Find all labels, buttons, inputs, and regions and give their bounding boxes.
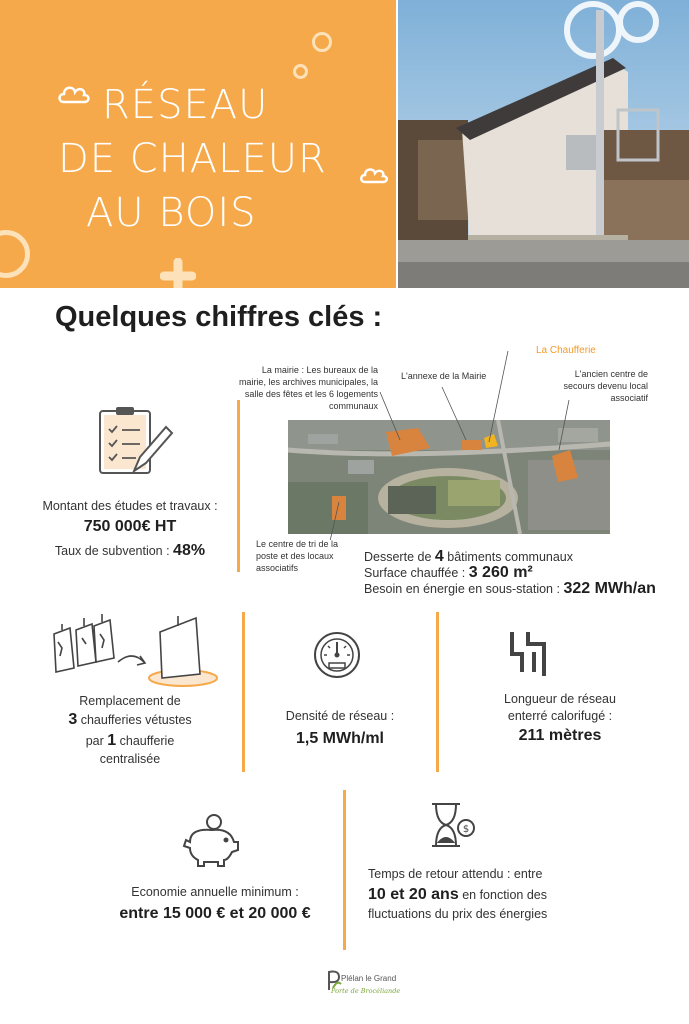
savings-value: entre 15 000 € et 20 000 €	[119, 905, 311, 922]
payback-label: Temps de retour attendu : entre	[368, 867, 543, 881]
payback-value: 10 et 20 ans	[368, 886, 459, 903]
logo-name: Plélan le Grand	[341, 974, 397, 983]
label-ancien-centre: L'ancien centre de secours devenu local associatif	[563, 369, 648, 403]
boiler-replacement-icon	[48, 612, 220, 688]
decor-circle	[293, 64, 308, 79]
divider-line	[242, 612, 245, 772]
replacement-line-2	[30, 710, 230, 730]
boiler-building-photo	[398, 0, 689, 288]
label-annexe: L'annexe de la Mairie	[401, 371, 487, 381]
subsidy-row	[25, 541, 235, 561]
besoin-value: 322 MWh/an	[563, 580, 656, 597]
new-boiler-count: 1	[107, 732, 117, 749]
studies-amount: 750 000€ HT	[83, 518, 177, 535]
density-label: Densité de réseau :	[285, 709, 395, 723]
surface-value: 3 260 m²	[468, 564, 533, 581]
network-label-1: Longueur de réseau	[504, 692, 616, 706]
plus-icon	[160, 258, 196, 288]
divider-line	[343, 790, 346, 950]
title-line-2: DE CHALEUR	[58, 136, 327, 182]
label-centre-tri: Le centre de tri de la poste et des locaux associatifs	[256, 539, 339, 573]
besoin-label: Besoin en énergie en sous-station :	[364, 582, 564, 596]
network-label-2: enterré calorifugé :	[507, 709, 613, 723]
subsidy-value: 48%	[173, 542, 206, 559]
subsidy-label: Taux de subvention :	[54, 544, 174, 558]
desserte-suffix: bâtiments communaux	[443, 550, 574, 564]
divider-line	[436, 612, 439, 772]
title-line-1: RÉSEAU	[102, 82, 269, 128]
label-mairie: La mairie : Les bureaux de la mairie, les archives municipales, la salle des fêtes et les 6 logements communaux	[238, 365, 378, 411]
savings-label: Economie annuelle minimum :	[131, 885, 299, 899]
payback-suffix: en fonction des	[458, 888, 547, 902]
divider-line	[237, 400, 240, 572]
leader-lines	[280, 340, 600, 540]
svg-text:$: $	[462, 824, 470, 835]
besoin-row	[364, 579, 684, 599]
payback-line-2	[368, 885, 628, 905]
gauge-icon	[312, 630, 362, 680]
payback-line-3: fluctuations du prix des énergies	[368, 907, 548, 921]
surface-label: Surface chauffée :	[364, 566, 469, 580]
studies-label: Montant des études et travaux :	[42, 499, 218, 513]
replacement-line-3	[30, 731, 230, 751]
network-value: 211 mètres	[518, 727, 602, 744]
desserte-value: 4	[434, 548, 444, 565]
decor-circle	[0, 230, 30, 278]
pipe-network-icon	[506, 630, 552, 676]
label-chaufferie: La Chaufferie	[536, 345, 596, 356]
clipboard-pen-icon	[92, 405, 174, 477]
logo-tagline: Porte de Brocéliande	[331, 987, 401, 995]
piggy-bank-icon	[180, 812, 242, 868]
replacement-text-2: chaufferies vétustes	[77, 713, 192, 727]
replacement-line-1: Remplacement de	[79, 694, 181, 708]
header-banner	[0, 0, 396, 288]
replacement-text-3: par	[85, 734, 108, 748]
municipality-logo	[325, 968, 405, 1008]
hourglass-money-icon	[428, 800, 476, 850]
old-boiler-count: 3	[68, 711, 78, 728]
desserte-label: Desserte de	[364, 550, 435, 564]
density-value: 1,5 MWh/ml	[295, 730, 384, 747]
replacement-text-3b: chaufferie	[116, 734, 175, 748]
replacement-line-4: centralisée	[99, 752, 161, 766]
decor-circle	[312, 32, 332, 52]
title-line-3: AU BOIS	[86, 190, 257, 236]
section-title: Quelques chiffres clés :	[55, 301, 383, 333]
page-title	[40, 78, 380, 240]
